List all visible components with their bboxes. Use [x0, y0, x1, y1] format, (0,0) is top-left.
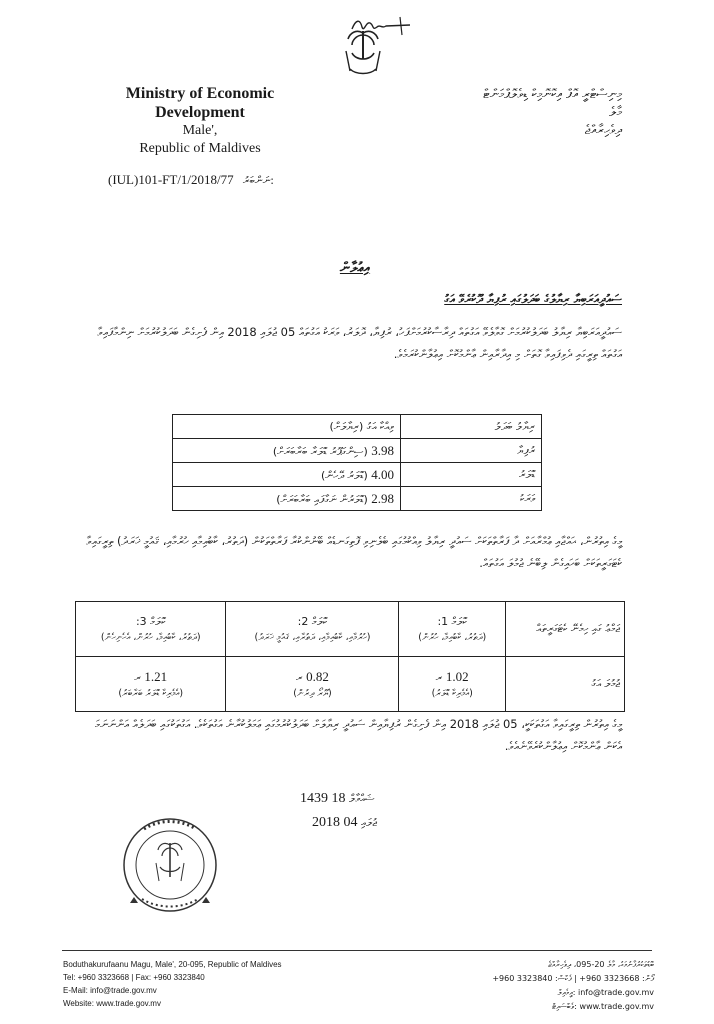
amount-unit: ރ — [435, 671, 443, 684]
footer-email: E-Mail: info@trade.gov.mv — [63, 986, 157, 995]
category-rate-table — [75, 601, 625, 712]
hijri-day: 18 — [331, 791, 346, 806]
footer-divider — [62, 950, 652, 951]
column-title: ކޮލަމް 2: — [297, 615, 328, 628]
rate-note: (ސިންގަޕޫރު ޑޮލަރާ ބަރާބަރަށް) — [272, 444, 368, 458]
row-header-cell: ޖަމްޢު ގައި ހިމެނޭ ކެޓަގަރީތައް — [506, 602, 625, 657]
gregorian-date — [312, 815, 377, 831]
exchange-rate-table — [172, 414, 542, 511]
footer-address: Boduthakurufaanu Magu, Male', 20-095, Republic of Maldives — [63, 960, 282, 969]
greg-year: 2018 — [312, 815, 340, 830]
amount-value: 1.02 — [445, 669, 469, 684]
value-cell — [226, 657, 399, 712]
row-label-cell: ޖުމުލަ އަގު — [506, 657, 625, 712]
amount-value: 1.21 — [144, 669, 168, 684]
city-line-dv: މާލެ — [609, 105, 622, 120]
column-title: ކޮލަމް 1: — [437, 615, 467, 628]
table-header-row — [76, 602, 625, 657]
hijri-year: 1439 — [300, 791, 328, 806]
rate-cell — [173, 463, 401, 487]
footer-contact-dhivehi — [444, 958, 654, 1014]
value-cell — [76, 657, 226, 712]
footer-address-dv: ބޮޑުތަކުރުފާނުމަގު، މާލެ 20-095، ދިވެހިރާއްޖެ — [548, 960, 654, 969]
rate-value: 3.98 — [371, 442, 394, 458]
ministry-name-line: Ministry of Economic Development — [125, 85, 275, 121]
greg-month: ޖުލައި — [361, 816, 377, 829]
table-row — [173, 487, 542, 511]
country-line: Republic of Maldives — [139, 141, 261, 156]
rate-cell — [173, 439, 401, 463]
country-line-dv: ދިވެހިރާއްޖެ — [584, 123, 622, 138]
currency-cell: ވަރަކު — [401, 487, 542, 511]
column-subtitle: (ހުރުމާއި، ކާބުއިމާއި، ދަތުރާއި، ޤައުމީ ޚަރަދު) — [254, 632, 371, 643]
column-title: ކޮލަމް 3: — [135, 615, 166, 628]
rate-value: 2.98 — [371, 490, 394, 506]
rate-note: (ޑޮލަރުން ނަގާފައި ބަރާބަރަށް) — [276, 492, 368, 506]
footer-website: Website: www.trade.gov.mv — [63, 999, 161, 1008]
ministry-name-dhivehi — [392, 86, 622, 140]
footer-website-dv: www.trade.gov.mv :ވެބްސައިޓް — [552, 1002, 654, 1011]
table-header-cell: ރިޔާލު ބަދަލު — [401, 415, 542, 439]
document-subject: ސައުދީއަރަބިޔާ ރިޔާލުގެ ބަދަލުގައި ރުފިޔާ ދޫކުރެވޭ އަގު — [444, 292, 622, 306]
official-seal-icon — [120, 815, 220, 915]
ministry-name-english — [80, 84, 320, 158]
amount-note: (ޔޫރޯ ދިރުން) — [293, 688, 332, 699]
reference-label: ނަންބަރު: — [242, 174, 274, 187]
rate-note: (ޑޮލަރު ދޭހެން) — [320, 468, 368, 482]
column-header-cell — [76, 602, 226, 657]
greg-day: 04 — [343, 815, 358, 830]
table-row — [76, 657, 625, 712]
hijri-month: ޝައްވާލް — [349, 792, 375, 805]
footer-phone: Tel: +960 3323668 | Fax: +960 3323840 — [63, 973, 205, 982]
national-emblem-icon — [338, 25, 388, 85]
city-line: Male', — [182, 123, 218, 138]
column-header-cell — [226, 602, 399, 657]
amount-value: 0.82 — [306, 669, 329, 684]
table-header-row — [173, 415, 542, 439]
amount-note: (އެމެރިކާ ޑޮލަރު) — [431, 688, 473, 699]
ministry-name-line-dv: މިނިސްޓްރީ އޮފް އިކޮނޮމިކް ޑިވެލޮޕްމަންޓް — [483, 87, 622, 102]
amount-unit: ރ — [296, 671, 303, 684]
column-subtitle: (ދަތުރު، ކާބުއިމާ، ހުރުން) — [418, 632, 487, 643]
body-paragraph-1: ސައުދީއަރަބިޔާ ރިޔާލު ބަދަލުކުރުމަށް ގޮވާލެވޭ އަގުތައް ދިރާސާކުރުމަށްފަހު، ރުފިޔާ، ދޮލަރު، ވަރަކު އަގުތައް 05 ޖުލައި 2018 އިން ފެށިގެން ބަދަލުކުރުމަށް ނިންމާފައިވާ އަގުތައް ތިރީގައި ދެވިފައިވާ ގޮތަށް މި އިދާރާއިން ޢާންމުކޮށް އިޢުލާންކުރަމެވެ. — [97, 325, 622, 361]
footer-phone-dv: ފޯން: 3323668 960+ | ފެކްސް: 3323840 960+ — [492, 974, 654, 983]
currency-cell: ރުފިޔާ — [401, 439, 542, 463]
table-row — [173, 463, 542, 487]
reference-number — [108, 172, 274, 188]
amount-unit: ރ — [134, 671, 141, 684]
body-paragraph-2: މީގެ އިތުރުން، ޙައްޖާއި ޢުމްރާއަށް ދާ ފަރާތްތަކަށް ސައުދީ ރިޔާލު ވިއްކުމުގައި ބެލެނިވި ފޮތިގަނޑެއް ބޭނުންކުރާ ފަރާތްތަކުން (ދަތުރު، ކާބުއިމާއި ހުރުމާއި، ޤައުމީ ޚަރަދު) ތިރީގައިވާ ކެޓަގަރީތަކަށް ބަހައިގެން ލިބޭނެ ޖުމުލަ އަގުތައް. — [86, 534, 622, 570]
column-header-cell — [399, 602, 506, 657]
column-subtitle: (ދަތުރު، ކާބުއިމާ، ހުރުން، އެހެނިހެން) — [100, 632, 201, 643]
rate-cell — [173, 487, 401, 511]
document-title: އިޢުލާން — [339, 260, 371, 276]
table-header-cell: ވިއްކާ އަގު (ރިޔާލަށް) — [173, 415, 401, 439]
value-cell — [399, 657, 506, 712]
table-row — [173, 439, 542, 463]
amount-note: (އެމެރިކާ ޑޮލަރު ބަރާބަރު) — [118, 688, 184, 699]
hijri-date — [300, 791, 375, 807]
currency-cell: ޑޮލަރު — [401, 463, 542, 487]
body-paragraph-3: މީގެ އިތުރުން ތިރީގައިވާ އަގުތަކަކީ، 05 ޖުލައި 2018 އިން ފެށިގެން ރުފިޔާއިން ސައުދީ ރިޔާލަށް ބަދަލުކުރުމުގައި ޢަމަލުކުރާނެ އަގުތަކެވެ. އަގުތަކުގައި ބަދަލެއް އަންނަނަމަ އެކަން ޢާންމުކޮށް އިޢުލާންކުރެވޭނެއެވެ. — [95, 717, 622, 753]
reference-value: (IUL)101-FT/1/2018/77 — [108, 172, 234, 187]
rate-value: 4.00 — [371, 466, 394, 482]
footer-email-dv: info@trade.gov.mv :އީމެއިލް — [557, 988, 654, 997]
footer-contact-english — [63, 958, 282, 1010]
